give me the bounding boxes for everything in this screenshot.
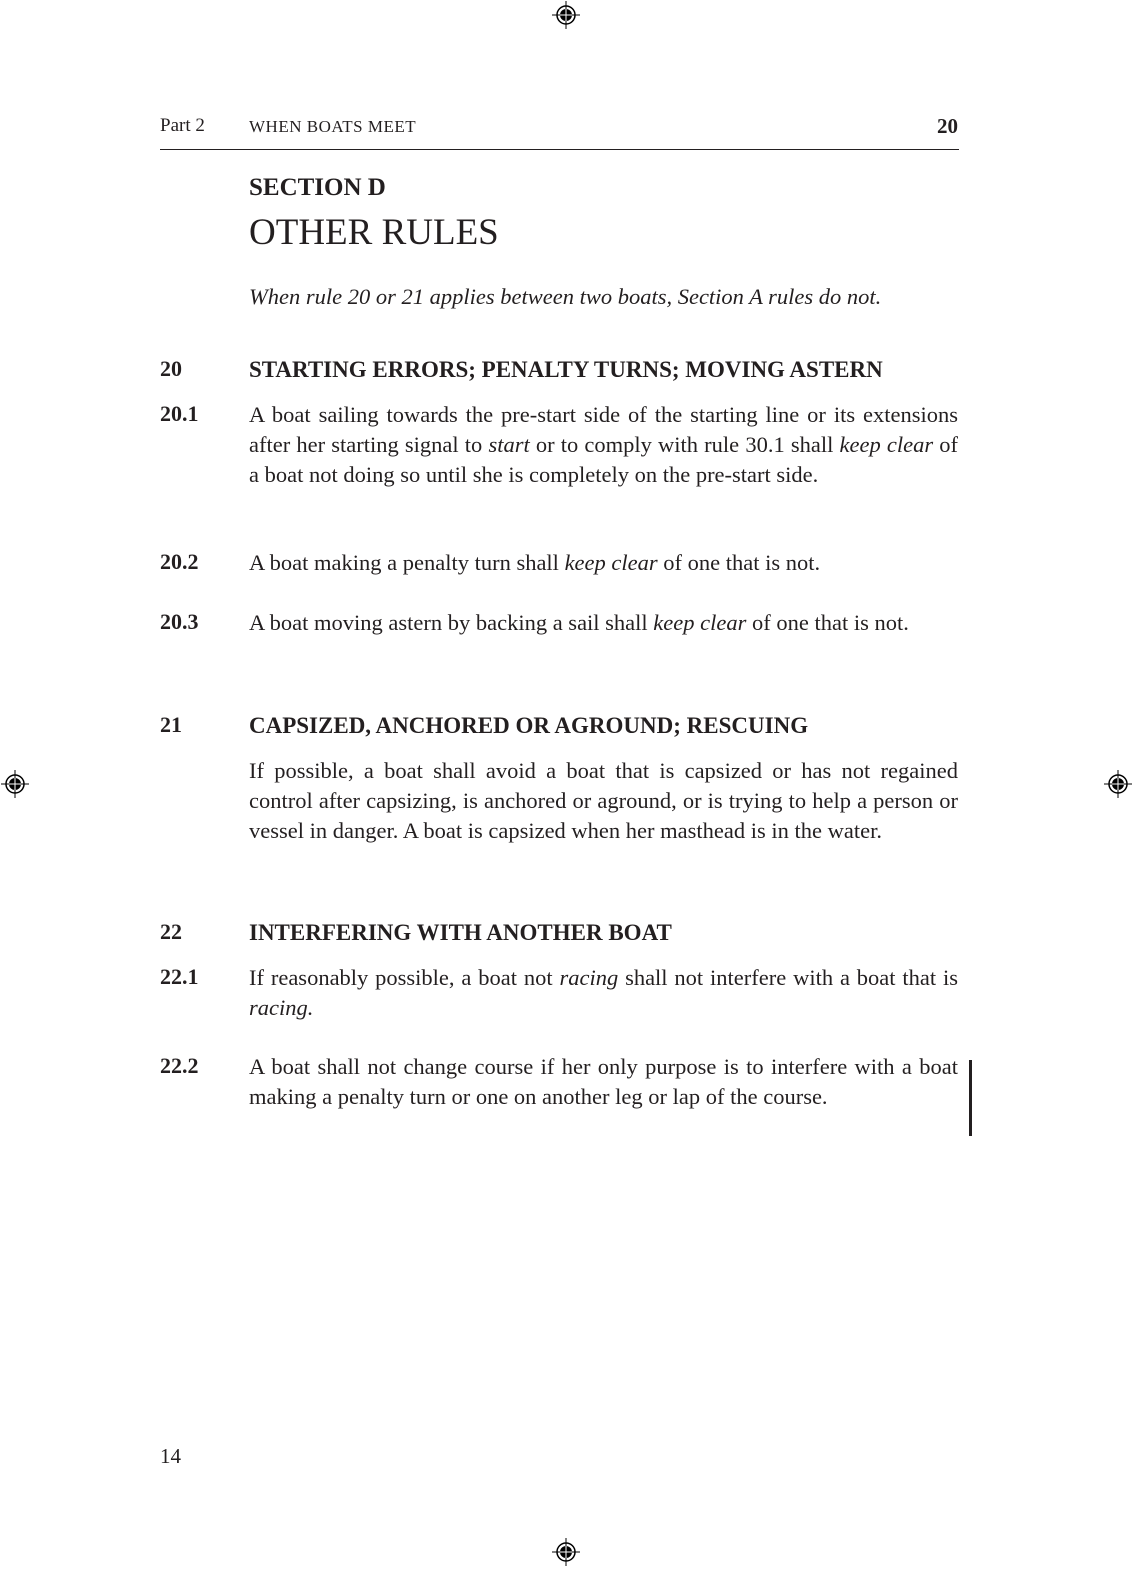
rule-number: 20.2 bbox=[160, 549, 199, 574]
rule-text bbox=[249, 963, 958, 1023]
header-rule bbox=[160, 149, 959, 150]
text: A boat sailing towards the pre-start side of the starting line or its extensions after her starting signal to bbox=[249, 402, 958, 457]
rule-heading: STARTING ERRORS; PENALTY TURNS; MOVING ASTERN bbox=[249, 357, 883, 382]
rule-number: 22.1 bbox=[160, 964, 199, 989]
defined-term: racing bbox=[559, 965, 619, 990]
rule-text bbox=[249, 400, 958, 490]
text: A boat making a penalty turn shall bbox=[249, 550, 565, 575]
section-label: SECTION D bbox=[249, 174, 386, 201]
running-header-rule-number: 20 bbox=[937, 114, 958, 138]
registration-mark-icon bbox=[552, 1538, 580, 1566]
rule-heading: CAPSIZED, ANCHORED OR AGROUND; RESCUING bbox=[249, 713, 809, 738]
defined-term: racing. bbox=[249, 995, 314, 1020]
rule-number: 20.3 bbox=[160, 609, 199, 634]
text: shall not interfere with a boat that is bbox=[618, 965, 958, 990]
rule-number: 20 bbox=[160, 356, 182, 381]
rule-number: 21 bbox=[160, 712, 182, 737]
text: of one that is not. bbox=[657, 550, 821, 575]
defined-term: keep clear bbox=[564, 550, 658, 575]
rule-text: A boat shall not change course if her only purpose is to interfere with a boat making a penalty turn or one on another leg or lap of the course. bbox=[249, 1054, 958, 1109]
defined-term: keep clear bbox=[839, 432, 934, 457]
text: If reasonably possible, a boat not bbox=[249, 965, 560, 990]
rule-heading: INTERFERING WITH ANOTHER BOAT bbox=[249, 920, 672, 945]
text: A boat moving astern by backing a sail shall bbox=[249, 610, 654, 635]
defined-term: start bbox=[488, 432, 530, 457]
registration-mark-icon bbox=[1104, 770, 1132, 798]
running-header-title: WHEN BOATS MEET bbox=[249, 117, 417, 136]
rule-number: 20.1 bbox=[160, 401, 199, 426]
page-number: 14 bbox=[160, 1444, 181, 1468]
rule-number: 22.2 bbox=[160, 1053, 199, 1078]
registration-mark-icon bbox=[552, 1, 580, 29]
rule-text bbox=[249, 608, 958, 638]
text: of one that is not. bbox=[746, 610, 909, 635]
text: of a boat not doing so until she is completely on the pre-start side. bbox=[249, 432, 958, 487]
rule-number: 22 bbox=[160, 919, 182, 944]
rule-text: If possible, a boat shall avoid a boat that is capsized or has not regained control after capsizing, is anchored or aground, or is trying to help a person or vessel in danger. A boat is capsized when her masthead is in the water. bbox=[249, 758, 958, 843]
text: or to comply with rule 30.1 shall bbox=[529, 432, 840, 457]
running-header-part: Part 2 bbox=[160, 115, 205, 136]
registration-mark-icon bbox=[1, 770, 29, 798]
section-title: OTHER RULES bbox=[249, 212, 499, 253]
change-bar bbox=[969, 1060, 972, 1136]
section-intro: When rule 20 or 21 applies between two boats, Section A rules do not. bbox=[249, 284, 882, 309]
rule-text bbox=[249, 548, 958, 578]
defined-term: keep clear bbox=[653, 610, 747, 635]
